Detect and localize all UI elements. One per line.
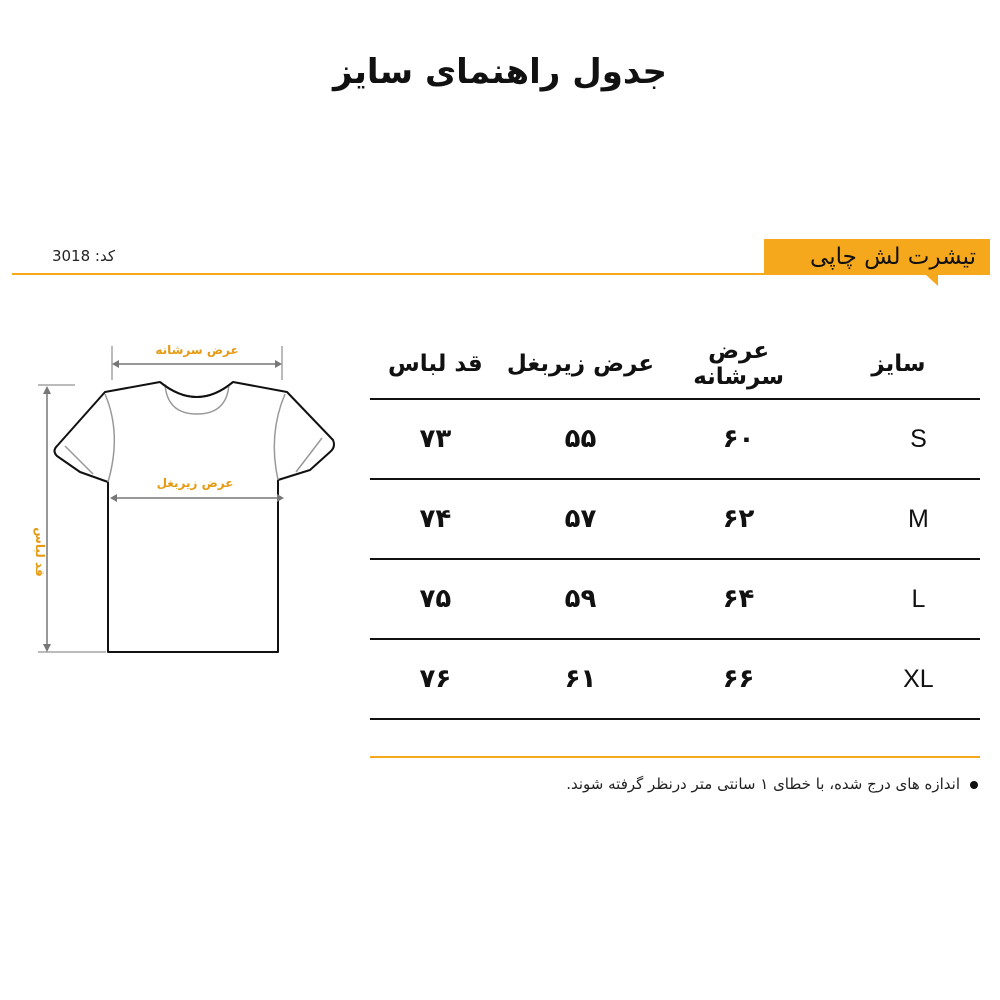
- cell-shoulder: ۶۲: [660, 479, 817, 559]
- footnote: [400, 775, 978, 793]
- cell-chest: ۵۷: [501, 479, 661, 559]
- table-row: [370, 639, 980, 719]
- cell-size: XL: [817, 639, 980, 719]
- header-shoulder: عرض سرشانه: [660, 330, 817, 399]
- product-tab-notch: [926, 275, 938, 286]
- cell-size: L: [817, 559, 980, 639]
- table-row: [370, 399, 980, 479]
- product-name-tab: تیشرت لش چاپی: [764, 239, 990, 275]
- cell-size: S: [817, 399, 980, 479]
- cell-chest: ۵۹: [501, 559, 661, 639]
- table-row: [370, 559, 980, 639]
- bullet-icon: [970, 781, 978, 789]
- table-header-row: [370, 330, 980, 399]
- header-size: سایز: [817, 330, 980, 399]
- cell-shoulder: ۶۶: [660, 639, 817, 719]
- cell-size: M: [817, 479, 980, 559]
- cell-chest: ۶۱: [501, 639, 661, 719]
- product-code: کد: 3018: [51, 247, 115, 265]
- tshirt-diagram: [0, 330, 345, 670]
- header-chest: عرض زیربغل: [501, 330, 661, 399]
- header-divider: [12, 273, 768, 275]
- chest-label: عرض زیربغل: [156, 476, 234, 490]
- tshirt-outline: [55, 382, 335, 652]
- page-title: جدول راهنمای سایز: [333, 52, 667, 92]
- chest-arrow-right-icon: [277, 494, 284, 502]
- cell-length: ۷۳: [370, 399, 501, 479]
- cell-shoulder: ۶۰: [660, 399, 817, 479]
- length-arrow-bottom-icon: [43, 644, 51, 652]
- length-label: قد لباس: [33, 527, 47, 577]
- footer-divider: [370, 756, 980, 758]
- cell-chest: ۵۵: [501, 399, 661, 479]
- shoulder-arrow-right-icon: [275, 360, 282, 368]
- cell-length: ۷۶: [370, 639, 501, 719]
- cell-length: ۷۵: [370, 559, 501, 639]
- size-table: [370, 330, 980, 720]
- header-length: قد لباس: [370, 330, 501, 399]
- shoulder-arrow-left-icon: [112, 360, 119, 368]
- cell-length: ۷۴: [370, 479, 501, 559]
- table-row: [370, 479, 980, 559]
- shoulder-label: عرض سرشانه: [155, 343, 239, 357]
- cell-shoulder: ۶۴: [660, 559, 817, 639]
- length-arrow-top-icon: [43, 386, 51, 394]
- footnote-text: اندازه های درج شده، با خطای ۱ سانتی متر درنظر گرفته شوند.: [566, 775, 960, 793]
